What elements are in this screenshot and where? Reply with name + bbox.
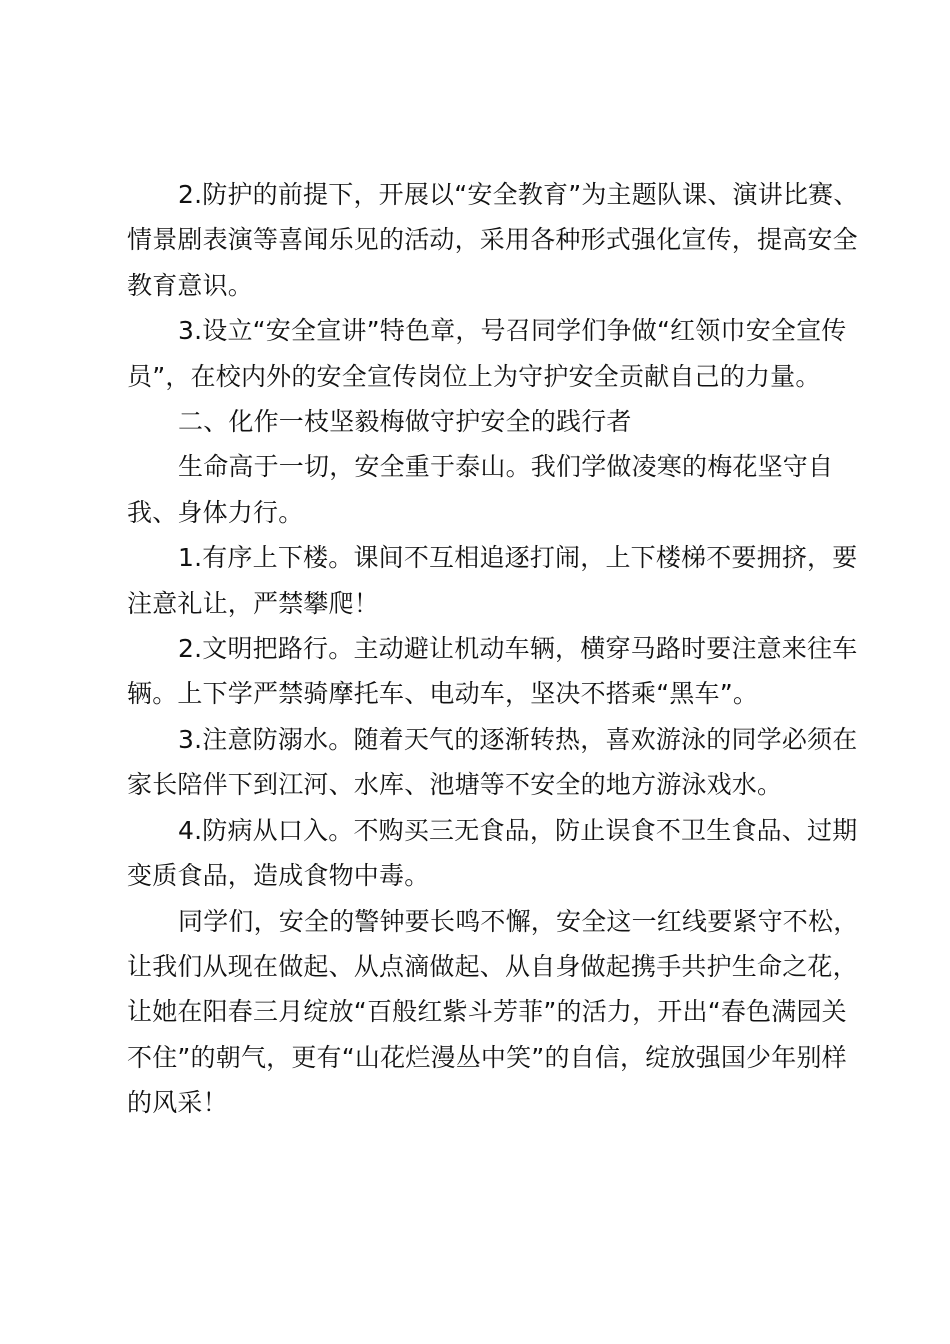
paragraph-stairs-order: 1.有序上下楼。课间不互相追逐打闹，上下楼梯不要拥挤，要注意礼让，严禁攀爬！ <box>127 543 858 618</box>
document-body <box>127 172 863 1126</box>
paragraph-safety-badge: 3.设立“安全宣讲”特色章，号召同学们争做“红领巾安全宣传员”，在校内外的安全宣传岗位上为守护安全贡献自己的力量。 <box>127 316 847 391</box>
paragraph-drowning-prevention: 3.注意防溺水。随着天气的逐渐转热，喜欢游泳的同学必须在家长陪伴下到江河、水库、池塘等不安全的地方游泳戏水。 <box>127 724 858 800</box>
paragraph-road-safety: 2.文明把路行。主动避让机动车辆，横穿马路时要注意来往车辆。上下学严禁骑摩托车、电动车，坚决不搭乘“黑车”。 <box>127 634 858 709</box>
paragraph-closing: 同学们，安全的警钟要长鸣不懈，安全这一红线要紧守不松，让我们从现在做起、从点滴做起、从自身做起携手共护生命之花，让她在阳春三月绽放“百般红紫斗芳菲”的活力，开出“春色满园关不住”的朝气，更有“山花烂漫丛中笑”的自信，绽放强国少年别样的风采！ <box>127 906 859 1118</box>
paragraph-publicity-activities: 2.防护的前提下，开展以“安全教育”为主题队课、演讲比赛、情景剧表演等喜闻乐见的活动，采用各种形式强化宣传，提高安全教育意识。 <box>127 180 859 300</box>
section-heading-two: 二、化作一枝坚毅梅做守护安全的践行者 <box>178 407 632 437</box>
paragraph-life-first: 生命高于一切，安全重于泰山。我们学做凌寒的梅花坚守自我、身体力行。 <box>127 452 834 527</box>
paragraph-food-safety: 4.防病从口入。不购买三无食品，防止误食不卫生食品、过期变质食品，造成食物中毒。 <box>127 815 858 891</box>
